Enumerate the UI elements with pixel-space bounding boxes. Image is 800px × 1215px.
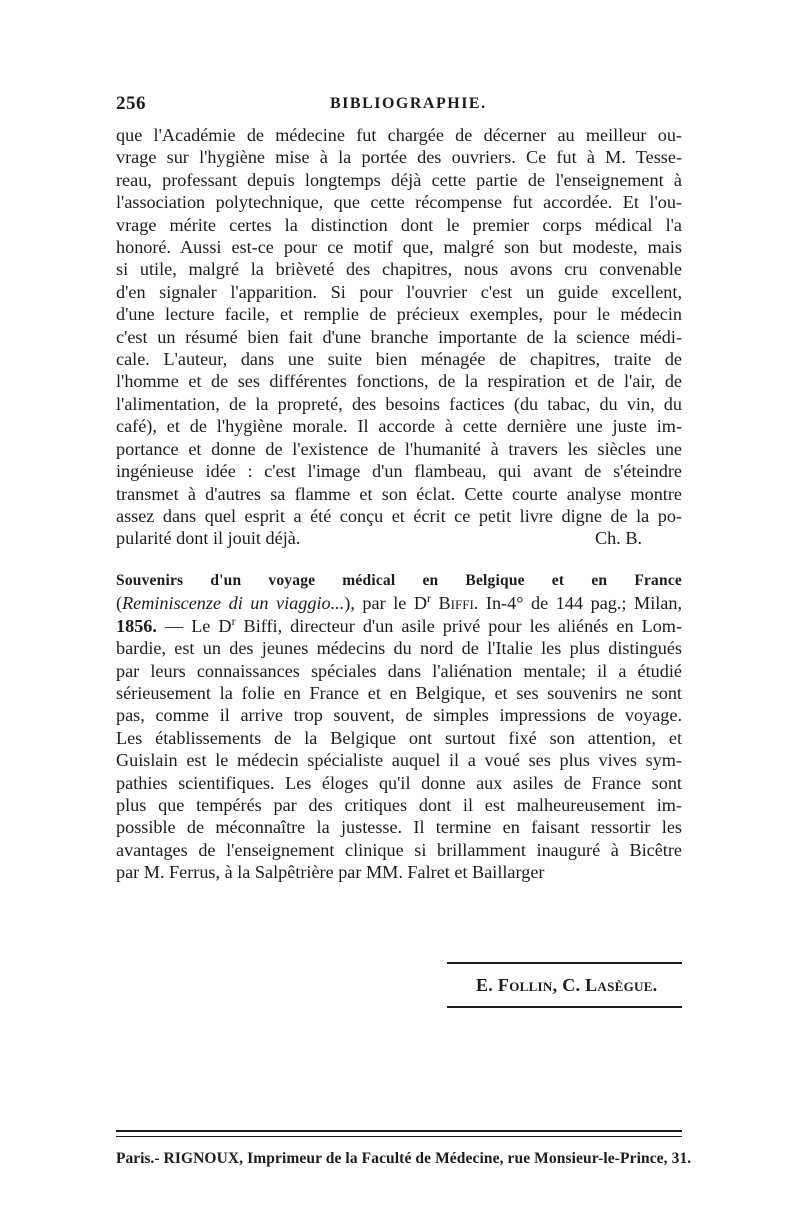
text-line: cale. L'auteur, dans une suite bien ménagée de chapitres, traite de: [116, 349, 682, 370]
review-citation-line: [116, 592, 682, 614]
text-line: pularité dont il jouit déjà.: [116, 528, 301, 549]
text-line: c'est un résumé bien fait d'une branche importante de la science médi-: [116, 326, 682, 347]
imprint-rule-2: [116, 1136, 682, 1137]
text-line: café), et de l'hygiène morale. Il accorde à cette dernière une juste im-: [116, 416, 682, 437]
imprint: [116, 1150, 692, 1168]
imprint-rule-1: [116, 1130, 682, 1132]
italian-title: Reminiscenze di un viaggio...: [122, 593, 345, 614]
text-line: portance et donne de l'existence de l'humanité à travers les siècles une: [116, 438, 682, 459]
text-line: pathies scientifiques. Les éloges qu'il donne aux asiles de France sont: [116, 772, 682, 793]
signature-rule-bottom: [447, 1006, 682, 1008]
year: 1856.: [116, 615, 157, 636]
last-line-with-signature: [116, 527, 682, 549]
review-title-line: [116, 568, 682, 592]
doctor-sup-2: r: [231, 613, 236, 628]
intro-b: Biffi, directeur d'un asile privé pour les aliénés en Lom-: [235, 615, 682, 636]
text-line: bardie, est un des jeunes médecins du nord de l'Italie les plus distingués: [116, 638, 682, 659]
text-line: l'alimentation, de la propreté, des besoins factices (du tabac, du vin, du: [116, 393, 682, 414]
signature-text: E. Follin, C. Lasègue.: [476, 975, 658, 995]
text-line: possible de méconnaître la justesse. Il termine en faisant ressortir les: [116, 817, 682, 838]
review-title: Souvenirs d'un voyage médical en Belgique et en France: [116, 572, 682, 589]
citation-mid: ), par le D: [344, 593, 428, 614]
text-line: que l'Académie de médecine fut chargée de décerner au meilleur ou-: [116, 125, 682, 145]
review-signature: [476, 975, 657, 996]
text-line: reau, professant depuis longtemps déjà cette partie de l'enseignement à: [116, 169, 682, 190]
review-intro-line: [116, 615, 682, 637]
text-line: transmet à d'autres sa flamme et son éclat. Cette courte analyse montre: [116, 483, 682, 504]
review-paragraph-2: [116, 568, 682, 884]
signature-rule-top: [447, 962, 682, 964]
text-line: par leurs connaissances spéciales dans l'aliénation mentale; il a étudié: [116, 660, 682, 681]
text-line: d'en signaler l'apparition. Si pour l'ouvrier c'est un guide excellent,: [116, 281, 682, 302]
citation-rest: . In-4° de 144 pag.; Milan,: [473, 593, 683, 614]
text-line: assez dans quel esprit a été conçu et écrit ce petit livre digne de la po-: [116, 505, 682, 526]
text-line: l'association polytechnique, que cette récompense fut accordée. Et l'ou-: [116, 192, 682, 213]
intro-a: — Le D: [156, 615, 232, 636]
text-line: sérieusement la folie en France et en Belgique, et ses souvenirs ne sont: [116, 683, 682, 704]
text-line: l'homme et de ses différentes fonctions, de la respiration et de l'air, de: [116, 371, 682, 392]
text-line: vrage mérite certes la distinction dont le premier corps médical l'a: [116, 214, 682, 235]
imprint-printer: - RIGNOUX, Imprimeur de la Faculté de Médecine, rue Monsieur-le-Prince, 31.: [154, 1150, 692, 1167]
text-line: vrage sur l'hygiène mise à la portée des ouvriers. Ce fut à M. Tesse-: [116, 147, 682, 168]
text-line: Guislain est le médecin spécialiste auquel il a voué ses plus vives sym-: [116, 750, 682, 771]
text-line: par M. Ferrus, à la Salpêtrière par MM. Falret et Baillarger: [116, 862, 545, 883]
text-line: si utile, malgré la brièveté des chapitres, nous avons cru convenable: [116, 259, 682, 280]
text-line: d'une lecture facile, et remplie de précieux exemples, pour le médecin: [116, 304, 682, 325]
text-line: pas, comme il arrive trop souvent, de simples impressions de voyage.: [116, 705, 682, 726]
text-line: plus que tempérés par des critiques dont il est malheureusement im-: [116, 795, 682, 816]
text-line: avantages de l'enseignement clinique si brillamment inauguré à Bicêtre: [116, 839, 682, 860]
review-paragraph-1: [116, 124, 682, 550]
running-head: BIBLIOGRAPHIE.: [330, 95, 487, 112]
page-number: 256: [116, 93, 146, 114]
citation-open: (: [116, 593, 123, 614]
doctor-sup: r: [427, 591, 431, 606]
text-line: honoré. Aussi est-ce pour ce motif que, malgré son but modeste, mais: [116, 237, 682, 258]
imprint-city: Paris.: [116, 1150, 155, 1167]
author-name: Biffi: [438, 593, 474, 614]
text-line: Les établissements de la Belgique ont surtout fixé son attention, et: [116, 727, 682, 748]
text-line: ingénieuse idée : c'est l'image d'un flambeau, qui avant de s'éteindre: [116, 461, 682, 482]
reviewer-initials: Ch. B.: [595, 528, 642, 549]
